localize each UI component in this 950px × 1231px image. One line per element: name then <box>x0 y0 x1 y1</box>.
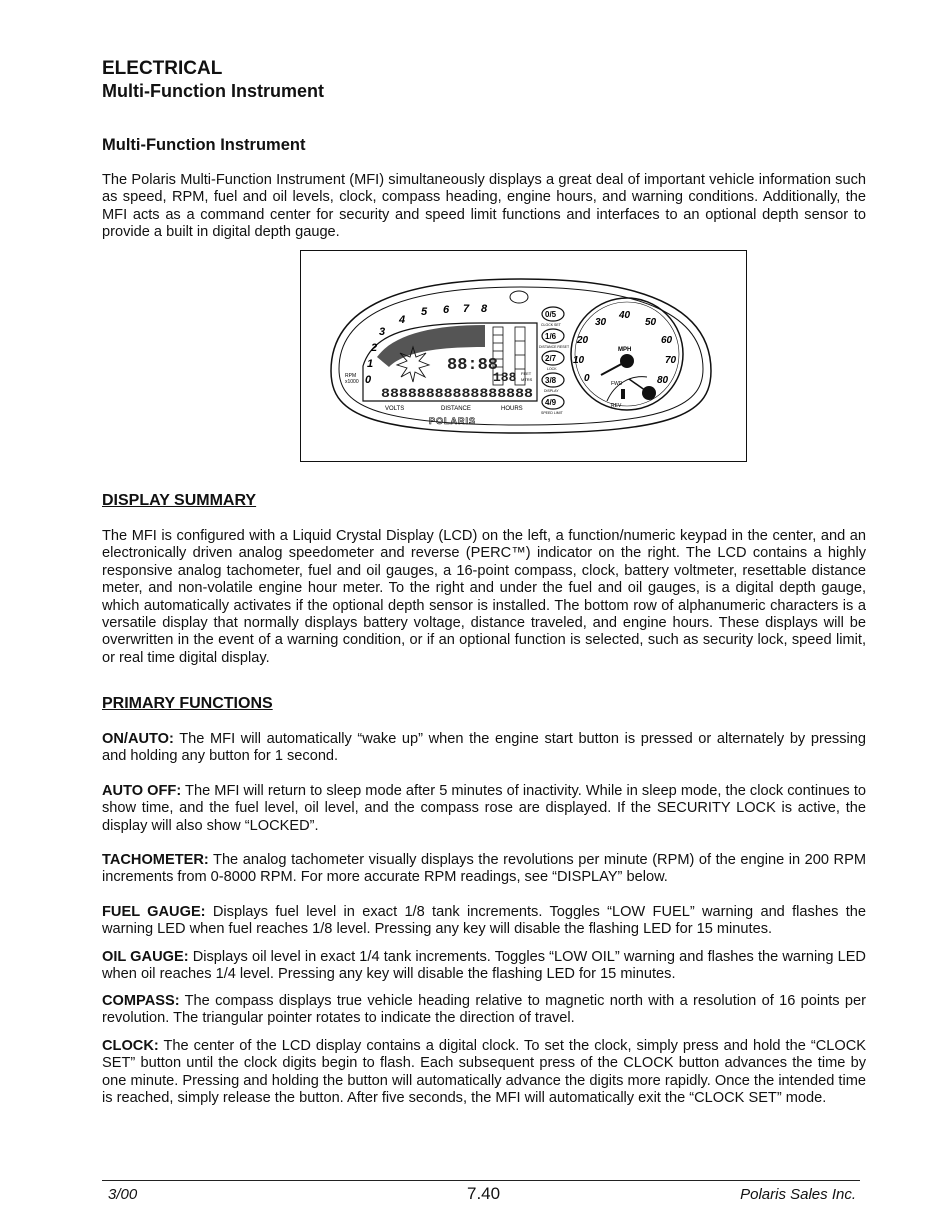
speed-num-50: 50 <box>645 317 657 328</box>
tach-num-8: 8 <box>481 303 488 315</box>
function-term: COMPASS: <box>102 993 180 1009</box>
speed-num-30: 30 <box>595 317 607 328</box>
function-desc: Displays fuel level in exact 1/8 tank increments. Toggles “LOW FUEL” warning and flashes the warning LED when fuel reaches 1/8 level. Pressing any key will disable the flashing LED for 15 minutes. <box>102 904 866 938</box>
speed-num-60: 60 <box>661 335 673 346</box>
function-desc: The analog tachometer visually displays the revolutions per minute (RPM) of the engine in 200 RPM increments from 0-8000 RPM. For more accurate RPM readings, see “DISPLAY” below. <box>102 852 866 886</box>
warning-led <box>510 291 528 303</box>
function-desc: The MFI will automatically “wake up” when the engine start button is pressed or alternately by pressing and holding any button for 1 second. <box>102 731 867 765</box>
function-term: TACHOMETER: <box>102 852 209 868</box>
function-desc: Displays oil level in exact 1/4 tank increments. Toggles “LOW OIL” warning and flashes the warning LED when oil reaches 1/4 level. Pressing any key will disable the flashing LED for 15 minutes. <box>102 949 866 983</box>
instrument-illustration <box>301 251 745 460</box>
page-title: Multi-Function Instrument <box>102 136 306 154</box>
footer-page-number: 7.40 <box>467 1184 501 1203</box>
display-summary-text: The MFI is configured with a Liquid Crystal Display (LCD) on the left, a function/numeric keypad in the center, and an electronically driven analog speedometer and reverse (PERC™) indicator on the right. The LCD contains a highly responsive analog tachometer, fuel and oil gauges, a 16-point compass, clock, battery voltmeter, resettable distance meter, and non-volatile engine hour meter. To the right and under the fuel and oil gauges, is a digital depth gauge, which automatically activates if the optional depth sensor is installed. The bottom row of alphanumeric characters is a versatile display that normally displays battery voltage, distance traveled, and engine hours. These displays will be overwritten in the event of a warning condition, or if an optional function is selected, such as security lock, speed limit, or real time digital display. <box>102 528 866 666</box>
function-compass <box>102 993 866 1028</box>
key-2-7: 2/7 <box>545 354 557 363</box>
tach-num-1: 1 <box>367 358 374 370</box>
function-desc: The MFI will return to sleep mode after 5 minutes of inactivity. While in sleep mode, the clock continues to show time, and the fuel level, oil level, and the compass rose are displayed. If the SECURITY LOCK is active, the display will also show “LOCKED”. <box>102 783 866 834</box>
function-fuel-gauge <box>102 904 866 939</box>
key-0-5-caption: CLOCK SET <box>541 323 561 327</box>
rpm-label-2: x1000 <box>345 379 359 385</box>
label-distance: DISTANCE <box>441 406 471 412</box>
primary-functions-heading: PRIMARY FUNCTIONS <box>102 695 273 712</box>
subsection-header: Multi-Function Instrument <box>102 81 324 101</box>
function-tachometer <box>102 852 866 887</box>
speed-needle-hub <box>620 354 634 368</box>
rpm-label-1: RPM <box>345 373 357 379</box>
function-term: OIL GAUGE: <box>102 949 189 965</box>
speed-num-70: 70 <box>665 355 677 366</box>
key-4-9-caption: SPEED LIMIT <box>541 411 563 415</box>
display-summary-heading: DISPLAY SUMMARY <box>102 492 257 509</box>
function-term: ON/AUTO: <box>102 731 174 747</box>
tach-num-6: 6 <box>443 304 450 316</box>
tach-num-2: 2 <box>371 342 378 354</box>
function-desc: The compass displays true vehicle heading relative to magnetic north with a resolution of 16 points per revolution. The triangular pointer rotates to indicate the direction of travel. <box>102 993 866 1027</box>
section-header: ELECTRICAL <box>102 58 223 79</box>
depth-unit-feet: FEET <box>521 371 532 376</box>
function-term: CLOCK: <box>102 1038 159 1054</box>
function-on-auto <box>102 731 866 766</box>
depth-unit-mtrs: MTRS <box>521 377 533 382</box>
lcd-depth: 188 <box>493 370 517 385</box>
speed-num-10: 10 <box>573 355 585 366</box>
key-1-6: 1/6 <box>545 332 557 341</box>
fwd-label: FWD <box>611 381 623 387</box>
speed-unit: MPH <box>618 347 632 353</box>
brand-logo: POLARIS <box>429 416 477 426</box>
footer-company: Polaris Sales Inc. <box>740 1186 856 1203</box>
function-term: FUEL GAUGE: <box>102 904 206 920</box>
function-desc: The center of the LCD display contains a digital clock. To set the clock, simply press and hold the “CLOCK SET” button until the clock digits begin to flash. Each subsequent press of the CLOCK button advances the time by one minute. Pressing and holding the button will automatically advance the digits more rapidly. Once the intended time is reached, simply release the button. After five seconds, the MFI will automatically exit the “CLOCK SET” mode. <box>102 1038 866 1107</box>
tach-num-5: 5 <box>421 306 428 318</box>
keypad <box>539 307 570 415</box>
rev-label: REV <box>611 403 622 409</box>
intro-paragraph: The Polaris Multi-Function Instrument (MFI) simultaneously displays a great deal of important vehicle information such as speed, RPM, fuel and oil levels, clock, compass heading, engine hours, and warning conditions. Additionally, the MFI acts as a command center for security and speed limit functions and interfaces to an optional depth sensor to provide a built in digital depth gauge. <box>102 172 866 241</box>
footer-date: 3/00 <box>108 1186 138 1203</box>
tach-num-3: 3 <box>379 326 386 338</box>
speed-num-0: 0 <box>584 373 590 384</box>
lcd-clock: 88:88 <box>447 356 499 375</box>
speed-num-20: 20 <box>577 335 589 346</box>
function-auto-off <box>102 783 866 835</box>
lcd-alnum-row: 88888888888888888 <box>381 386 534 401</box>
key-2-7-caption: LOCK <box>547 367 557 371</box>
function-oil-gauge <box>102 949 866 984</box>
key-3-8-caption: DISPLAY <box>544 389 559 393</box>
speed-num-80: 80 <box>657 375 669 386</box>
footer-rule <box>102 1180 860 1181</box>
key-4-9: 4/9 <box>545 398 557 407</box>
tach-num-7: 7 <box>463 303 470 315</box>
perc-bar <box>621 389 625 399</box>
label-hours: HOURS <box>501 406 523 412</box>
key-3-8: 3/8 <box>545 376 557 385</box>
function-clock <box>102 1038 866 1108</box>
label-volts: VOLTS <box>385 406 405 412</box>
key-0-5: 0/5 <box>545 310 557 319</box>
speed-num-40: 40 <box>619 310 631 321</box>
function-term: AUTO OFF: <box>102 783 182 799</box>
instrument-figure <box>300 250 747 462</box>
tach-num-4: 4 <box>399 314 406 326</box>
key-1-6-caption: DISTANCE RESET <box>539 345 570 349</box>
tach-num-0: 0 <box>365 374 372 386</box>
